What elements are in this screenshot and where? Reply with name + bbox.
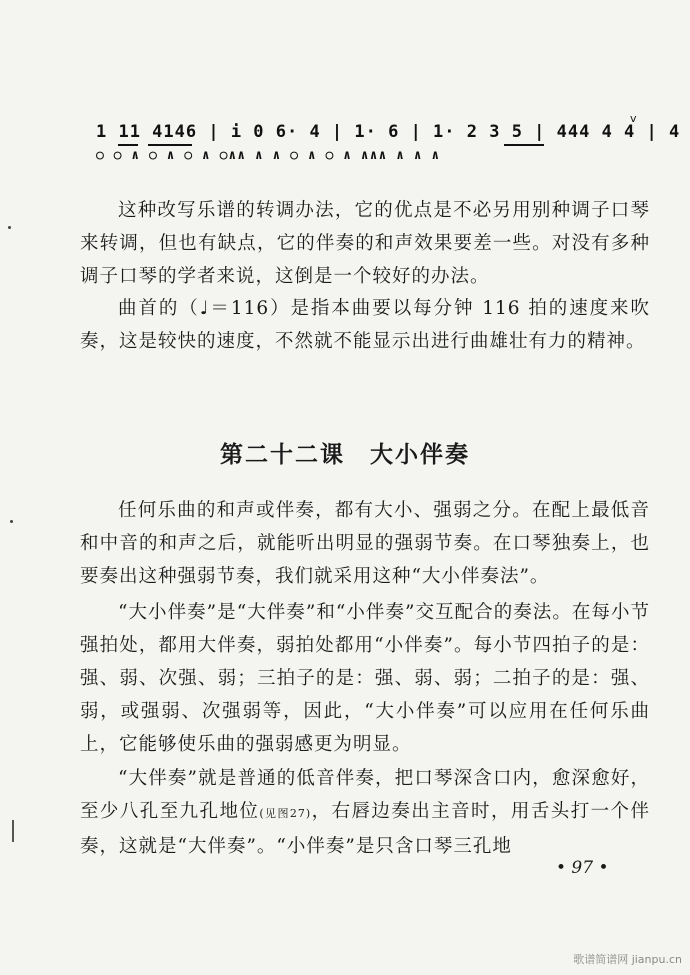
paragraph-transposition: 这种改写乐谱的转调办法，它的优点是不必另用别种调子口琴来转调，但也有缺点，它的伴奏的和声效果要差一些。对没有多种调子口琴的学者来说，这倒是一个较好的办法。 [80,200,650,287]
paragraph-big-small-accompaniment: “大小伴奏”是“大伴奏”和“小伴奏”交互配合的奏法。在每小节强拍处，都用大伴奏，弱拍处都用“小伴奏”。每小节四拍子的是：强、弱、次强、弱；三拍子的是：强、弱、弱；二拍子的是：强、弱，或强弱、次强弱等，因此，“大小伴奏”可以应用在任何乐曲上，它能够使乐曲的强弱感更为明显。 [80,602,650,755]
music-notation [96,118,686,178]
margin-dot [10,520,13,523]
beam-line [148,144,192,146]
margin-tick [12,820,14,842]
notation-mark: v [630,112,637,125]
paragraph-tempo: 曲首的（♩＝116）是指本曲要以每分钟 116 拍的速度来吹奏，这是较快的速度，不然就不能显示出进行曲雄壮有力的精神。 [80,298,650,352]
margin-dot [8,226,11,229]
figure-reference: (见图27) [259,807,312,820]
beam-line [504,144,544,146]
page-number: • 97 • [556,858,609,878]
paragraph-text: “大伴奏”就是普通的低音伴奏，把口琴深含口内，愈深愈好，至少八孔至九孔地位 [80,768,650,822]
lesson-title: 第二十二课 大小伴奏 [220,441,470,468]
paragraph-text: ，右唇边奏出主音时，用舌头打一个伴奏，这就是“大伴奏”。“小伴奏”是只含口琴三孔地 [80,801,650,857]
notation-breath-row: ○ ○ ∧ ○ ∧ ○ ∧ ○∧∧ ∧ ∧ ○ ∧ ○ ∧ ∧∧∧ ∧ ∧ ∧ [96,148,441,163]
paragraph-harmony: 任何乐曲的和声或伴奏，都有大小、强弱之分。在配上最低音和中音的和声之后，就能听出明显的强弱节奏。在口琴独奏上，也要奏出这种强弱节奏，我们就采用这种“大小伴奏法”。 [80,500,650,587]
beam-line [118,144,138,146]
paragraph-big-accompaniment [80,762,650,863]
notation-note-row: 1 11 4146 | i 0 6· 4 | 1· 6 | 1· 2 3 5 | 444 4 4 | 4 [96,122,681,142]
watermark: 歌谱简谱网 jianpu.cn [573,953,682,966]
